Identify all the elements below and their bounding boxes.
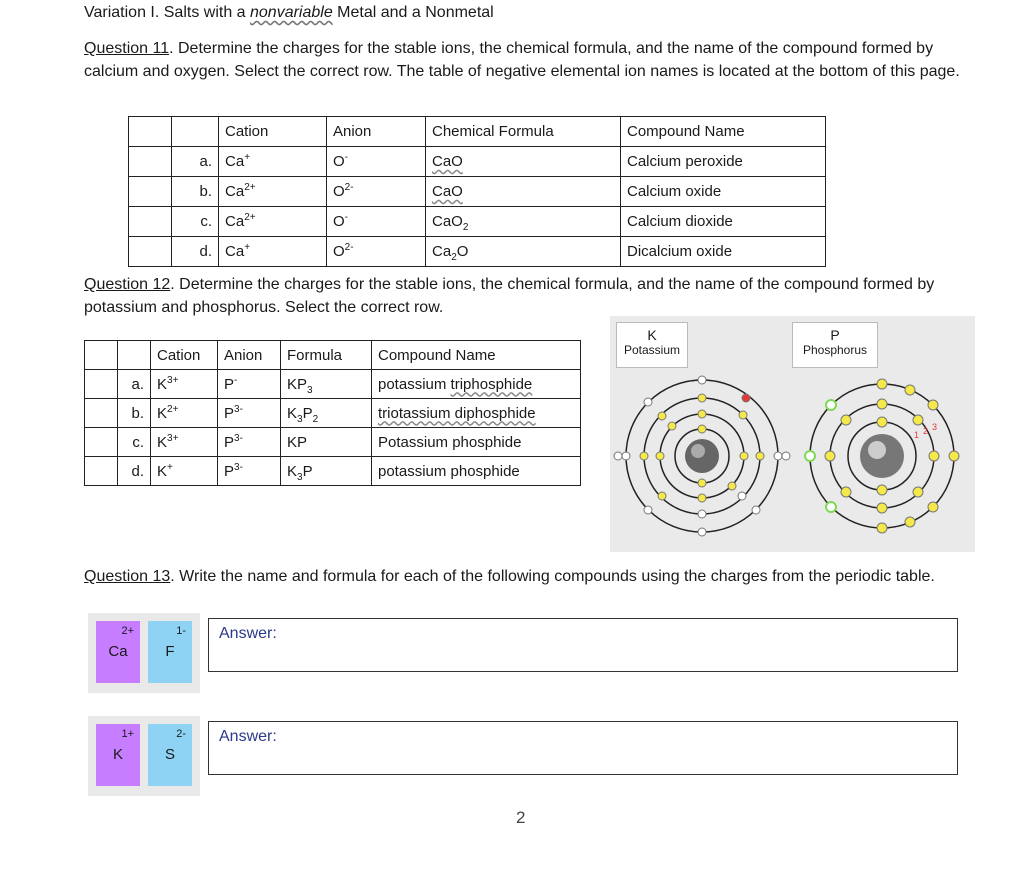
bohr-diagrams-svg bbox=[610, 316, 975, 552]
ion-tile: 2+ Ca bbox=[96, 621, 140, 683]
cation-cell: $K^{2+}$ bbox=[151, 399, 218, 428]
section-title: Variation I. Salts with a nonvariable Metal and a Nonmetal bbox=[84, 4, 494, 21]
anion-cell: $P^{3-}$ bbox=[218, 428, 281, 457]
anion-cell: O- bbox=[327, 147, 426, 177]
table-row[interactable] bbox=[85, 457, 581, 486]
table-header-row bbox=[85, 341, 581, 370]
compound-name-cell: Potassium phosphide bbox=[372, 428, 581, 457]
potassium-atom bbox=[614, 376, 790, 536]
formula-cell: KP bbox=[281, 428, 372, 457]
cation-cell: Ca+ bbox=[219, 237, 327, 267]
anion-cell: O- bbox=[327, 207, 426, 237]
compound-name-cell: Calcium dioxide bbox=[621, 207, 826, 237]
anion-cell: $P^{3-}$ bbox=[218, 399, 281, 428]
formula-cell: $Ca_2O$ bbox=[426, 237, 621, 267]
answer-box-1[interactable]: Answer: bbox=[208, 618, 958, 672]
nonvariable-emphasis: nonvariable bbox=[250, 4, 333, 21]
phosphorus-atom bbox=[805, 379, 959, 533]
table-row[interactable] bbox=[85, 428, 581, 457]
compound-name-cell: Calcium oxide bbox=[621, 177, 826, 207]
cation-cell: $Ca^{2+}$ bbox=[219, 177, 327, 207]
header-anion: Anion bbox=[218, 341, 281, 370]
header-cation: Cation bbox=[219, 117, 327, 147]
table-row[interactable] bbox=[129, 177, 826, 207]
answer-box-2[interactable]: Answer: bbox=[208, 721, 958, 775]
valence-electron bbox=[742, 394, 750, 402]
compound-name-cell: triotassium diphosphide bbox=[372, 399, 581, 428]
row-letter: c. bbox=[172, 207, 219, 237]
compound-name-cell: potassium phosphide bbox=[372, 457, 581, 486]
row-letter: c. bbox=[118, 428, 151, 457]
cation-cell: $Ca^{2+}$ bbox=[219, 207, 327, 237]
table-header-row bbox=[129, 117, 826, 147]
anion-cell: $P^{3-}$ bbox=[218, 457, 281, 486]
row-letter: d. bbox=[172, 237, 219, 267]
question-13-prompt: Question 13. Write the name and formula for each of the following compounds using the charges from the periodic table. bbox=[84, 568, 935, 585]
ion-tiles-ca-f bbox=[88, 613, 200, 693]
formula-cell: $K_3P$ bbox=[281, 457, 372, 486]
row-letter: b. bbox=[118, 399, 151, 428]
phosphorus-label-box: P Phosphorus bbox=[792, 322, 878, 368]
compound-name-cell: Calcium peroxide bbox=[621, 147, 826, 177]
ion-tile: 1- F bbox=[148, 621, 192, 683]
ion-tile: 2- S bbox=[148, 724, 192, 786]
question-12-table bbox=[84, 340, 581, 486]
cation-cell: $K^{3+}$ bbox=[151, 370, 218, 399]
table-row[interactable] bbox=[129, 147, 826, 177]
shell-number: 2 bbox=[923, 426, 929, 436]
formula-cell: CaO bbox=[426, 177, 621, 207]
table-row[interactable] bbox=[129, 237, 826, 267]
formula-cell: CaO$_2$ bbox=[426, 207, 621, 237]
header-anion: Anion bbox=[327, 117, 426, 147]
potassium-label-box: K Potassium bbox=[616, 322, 688, 368]
ion-tile: 1+ K bbox=[96, 724, 140, 786]
cation-cell: Ca+ bbox=[219, 147, 327, 177]
header-compound-name: Compound Name bbox=[621, 117, 826, 147]
row-letter: a. bbox=[172, 147, 219, 177]
formula-cell: $K_3P_2$ bbox=[281, 399, 372, 428]
header-cation: Cation bbox=[151, 341, 218, 370]
question-11-table bbox=[128, 116, 826, 267]
page-number: 2 bbox=[516, 808, 526, 827]
anion-cell: $O^{2-}$ bbox=[327, 237, 426, 267]
cation-cell: K+ bbox=[151, 457, 218, 486]
anion-cell: P- bbox=[218, 370, 281, 399]
question-12-prompt: Question 12. Determine the charges for the stable ions, the chemical formula, and the name of the compound formed by potassium and phosphorus. Select the correct row. bbox=[84, 276, 935, 316]
row-letter: d. bbox=[118, 457, 151, 486]
ion-tiles-k-s bbox=[88, 716, 200, 796]
shell-number: 1 bbox=[914, 430, 920, 440]
cation-cell: $K^{3+}$ bbox=[151, 428, 218, 457]
compound-name-cell: Dicalcium oxide bbox=[621, 237, 826, 267]
shell-number: 3 bbox=[932, 422, 938, 432]
table-row[interactable] bbox=[85, 370, 581, 399]
row-letter: b. bbox=[172, 177, 219, 207]
formula-cell: CaO bbox=[426, 147, 621, 177]
row-letter: a. bbox=[118, 370, 151, 399]
formula-cell: $KP_3$ bbox=[281, 370, 372, 399]
table-row[interactable] bbox=[85, 399, 581, 428]
compound-name-cell: potassium triphosphide bbox=[372, 370, 581, 399]
question-11-prompt: Question 11. Determine the charges for the stable ions, the chemical formula, and the name of the compound formed by calcium and oxygen. Select the correct row. The table of negative elemental ion names is located at the bottom of this page. bbox=[84, 40, 960, 80]
anion-cell: $O^{2-}$ bbox=[327, 177, 426, 207]
header-compound-name: Compound Name bbox=[372, 341, 581, 370]
table-row[interactable] bbox=[129, 207, 826, 237]
bohr-diagrams-panel bbox=[610, 316, 975, 552]
header-formula: Chemical Formula bbox=[426, 117, 621, 147]
header-formula: Formula bbox=[281, 341, 372, 370]
